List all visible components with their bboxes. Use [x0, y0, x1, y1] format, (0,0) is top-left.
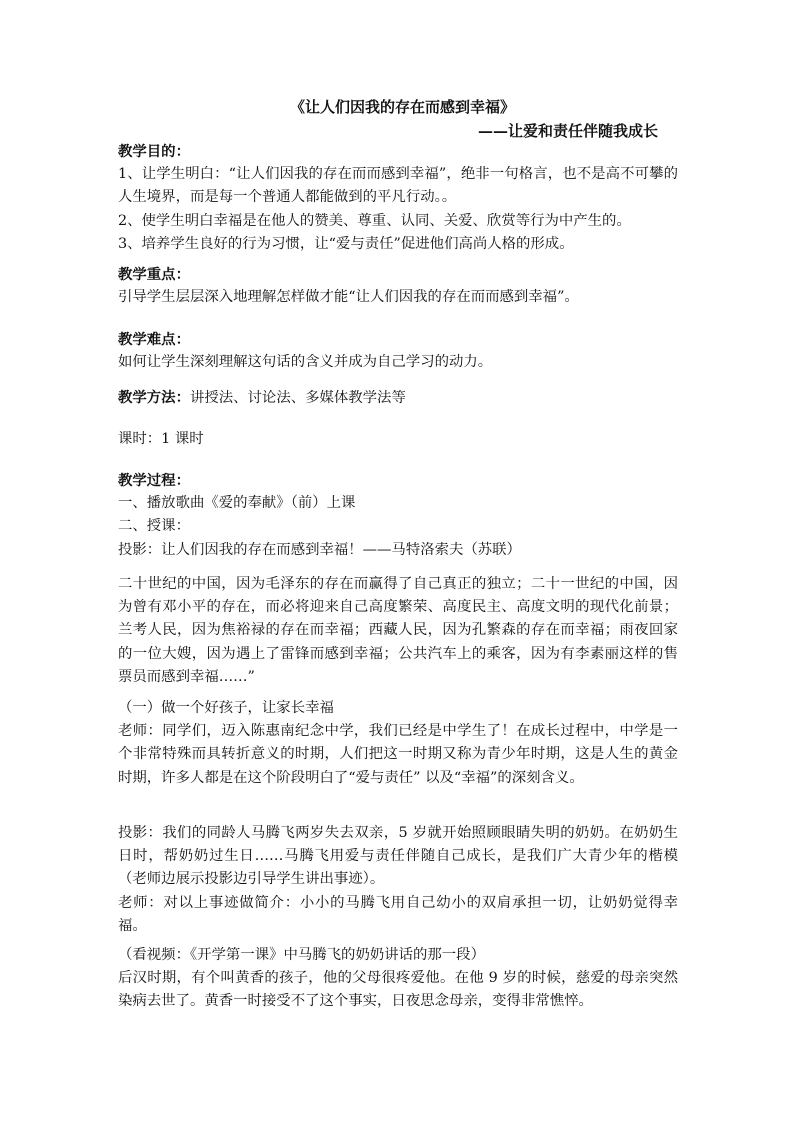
- difficulties-text: 如何让学生深刻理解这句话的含义并成为自己学习的动力。: [118, 354, 493, 371]
- video-section: [118, 944, 678, 1014]
- document-title: 《让人们因我的存在而感到幸福》: [290, 98, 516, 116]
- duration-text: 课时：1 课时: [118, 431, 204, 447]
- teacher-remark-2: 老师：对以上事迹做简介：小小的马腾飞用自己幼小的双肩承担一切，让奶奶觉得幸福。: [118, 894, 678, 934]
- objective-item-2: 2、使学生明白幸福是在他人的赞美、尊重、认同、关爱、欣赏等行为中产生的。: [118, 212, 631, 229]
- duration-section: [118, 428, 678, 451]
- video-note: （看视频：《开学第一课》中马腾飞的奶奶讲话的那一段）: [118, 947, 485, 963]
- objective-item-1: 1、让学生明白：“让人们因我的存在而而感到幸福”，绝非一句格言，也不是高不可攀的人生境界，而是每一个普通人都能做到的平凡行动。。: [118, 166, 678, 206]
- process-heading: 教学过程：: [118, 472, 190, 489]
- teacher-remark-1: 老师：同学们，迈入陈惠南纪念中学，我们已经是中学生了！在成长过程中，中学是一个非常特殊而具转折意义的时期，人们把这一时期又称为青少年时期，这是人生的黄金时期，许多人都是在这个阶段明白了“爱与责任” 以及“幸福”的深刻含义。: [118, 723, 678, 786]
- key-points-text: 引导学生层层深入地理解怎样做才能“让人们因我的存在而而感到幸福”。: [118, 289, 579, 306]
- difficulties-section: [118, 328, 678, 374]
- methods-text: 讲授法、讨论法、多媒体教学法等: [189, 390, 406, 406]
- process-step-2: 二、授课：: [118, 518, 190, 535]
- section-one-title: （一）做一个好孩子，让家长幸福: [118, 700, 334, 716]
- huang-xiang-story: 后汉时期，有个叫黄香的孩子，他的父母很疼爱他。在他 9 岁的时候，慈爱的母亲突然染病去世了。黄香一时接受不了这个事实，日夜思念母亲，变得非常憔悴。: [118, 970, 678, 1010]
- paragraph-twentieth-century: [118, 573, 678, 689]
- projection-quote: 投影：让人们因我的存在而感到幸福！——马特洛索夫（苏联）: [118, 541, 521, 558]
- key-points-section: [118, 263, 678, 309]
- objectives-section: [118, 140, 678, 256]
- process-section: [118, 469, 678, 562]
- section-one: [118, 697, 678, 790]
- process-step-1: 一、播放歌曲《爱的奉献》（前）上课: [118, 495, 356, 512]
- projection-ma-tengfei: 投影：我们的同龄人马腾飞两岁失去双亲，5 岁就开始照顾眼睛失明的奶奶。在奶奶生日时，帮奶奶过生日……马腾飞用爱与责任伴随自己成长，是我们广大青少年的楷模（老师边展示投影边引导学生讲出事迹）。: [118, 825, 678, 888]
- paragraph-text: 二十世纪的中国，因为毛泽东的存在而赢得了自己真正的独立；二十一世纪的中国，因为曾有邓小平的存在，而必将迎来自己高度繁荣、高度民主、高度文明的现代化前景；兰考人民，因为焦裕禄的存在而幸福；西藏人民，因为孔繁森的存在而幸福；雨夜回家的一位大嫂，因为遇上了雷锋而感到幸福；公共汽车上的乘客，因为有李素丽这样的售票员而感到幸福……”: [118, 576, 678, 685]
- difficulties-heading: 教学难点：: [118, 331, 190, 348]
- document-subtitle: ——让爱和责任伴随我成长: [478, 122, 659, 140]
- projection-section: [118, 822, 678, 938]
- key-points-heading: 教学重点：: [118, 266, 190, 283]
- methods-label: 教学方法：: [118, 389, 190, 406]
- objectives-heading: 教学目的：: [118, 143, 190, 160]
- objective-item-3: 3、培养学生良好的行为习惯，让“爱与责任”促进他们高尚人格的形成。: [118, 235, 574, 252]
- methods-section: [118, 386, 678, 410]
